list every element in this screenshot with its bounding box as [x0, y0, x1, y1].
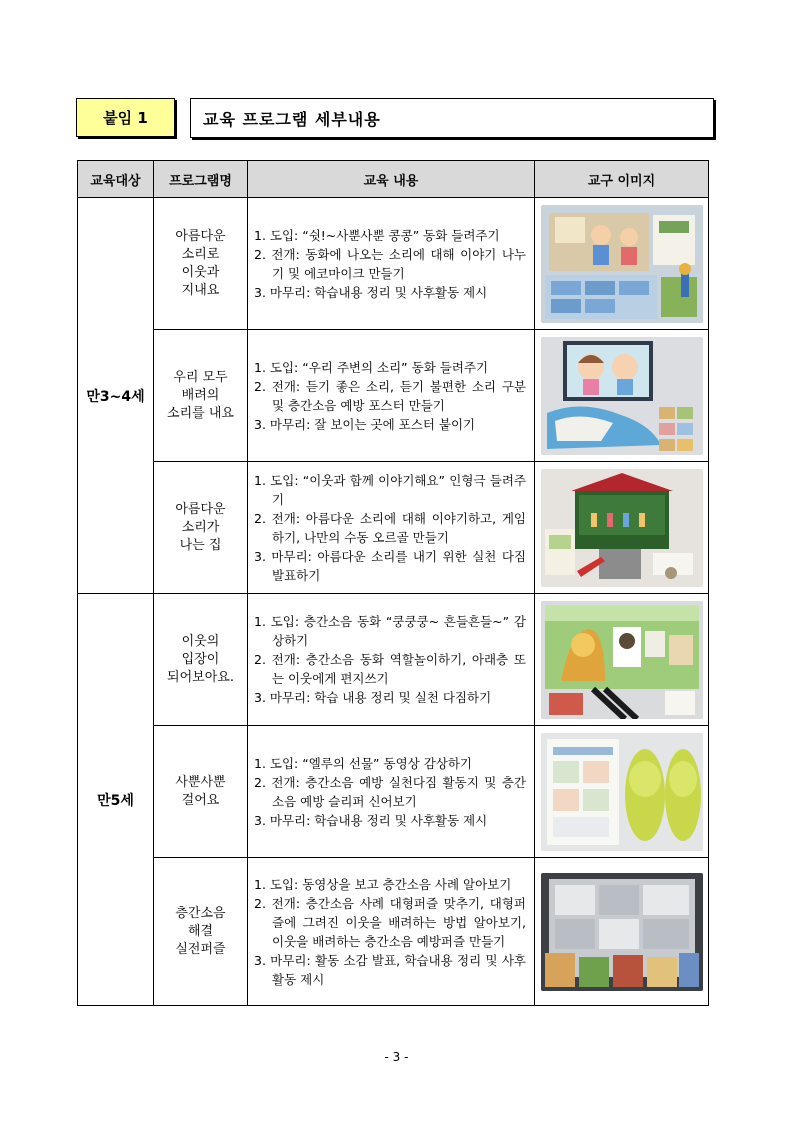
teaching-aid-photo-puppet-theater: [541, 469, 703, 587]
program-name-line: 되어보아요.: [167, 669, 234, 685]
content-step: 3. 마무리: 잘 보이는 곳에 포스터 붙이기: [254, 416, 476, 432]
content-step: 3. 마무리: 학습 내용 정리 및 실천 다짐하기: [254, 690, 492, 705]
teaching-aid-photo-storybook-kit: [541, 205, 703, 323]
program-name-line: 지내요: [181, 282, 220, 298]
content-step: 1. 도입: “이웃과 함께 이야기해요” 인형극 들려주기: [254, 472, 526, 507]
teaching-aid-image-cell: [535, 462, 709, 594]
content-cell: [248, 594, 535, 726]
program-name-line: 우리 모두: [173, 369, 228, 385]
content-step: 2. 전개: 듣기 좋은 소리, 듣기 불편한 소리 구분 및 층간소음 예방 포스터 만들기: [254, 378, 526, 413]
section-title-text: 교육 프로그램 세부내용: [203, 109, 381, 129]
program-table: [77, 160, 709, 1006]
teaching-aid-image-cell: [535, 198, 709, 330]
col-header-program: 프로그램명: [154, 161, 248, 198]
program-name-line: 실전퍼즐: [175, 941, 226, 957]
content-step: 2. 전개: 아름다운 소리에 대해 이야기하고, 게임하기, 나만의 수동 오르골 만들기: [254, 510, 526, 545]
col-header-target: 교육대상: [78, 161, 154, 198]
content-step: 3. 마무리: 아름다운 소리를 내기 위한 실천 다짐 발표하기: [254, 548, 526, 583]
content-cell: [248, 462, 535, 594]
program-name-line: 이웃의: [181, 633, 220, 649]
content-step: 1. 도입: 층간소음 동화 “쿵쿵쿵~ 흔들흔들~” 감상하기: [254, 614, 526, 648]
program-name-line: 걸어요: [181, 792, 220, 808]
table-header-row: [78, 161, 709, 198]
content-step: 2. 전개: 층간소음 예방 실천다짐 활동지 및 층간소음 예방 슬리퍼 신어보기: [254, 774, 526, 809]
col-header-content: 교육 내용: [248, 161, 535, 198]
attachment-tag-label: 붙임 1: [103, 109, 148, 127]
content-step: 3. 마무리: 활동 소감 발표, 학습내용 정리 및 사후활동 제시: [254, 952, 526, 987]
teaching-aid-image-cell: [535, 330, 709, 462]
program-name-cell: [154, 330, 248, 462]
content-step: 3. 마무리: 학습내용 정리 및 사후활동 제시: [254, 812, 488, 828]
program-name-line: 소리를 내요: [167, 405, 234, 421]
program-name-line: 소리로: [181, 246, 220, 262]
teaching-aid-photo-slippers: [541, 733, 703, 851]
teaching-aid-image-cell: [535, 594, 709, 726]
program-name-line: 층간소음: [175, 905, 226, 921]
content-step: 2. 전개: 층간소음 사례 대형퍼즐 맞추기, 대형퍼즐에 그려진 이웃을 배려하는 방법 알아보기, 이웃을 배려하는 층간소음 예방퍼즐 만들기: [254, 895, 526, 949]
teaching-aid-photo-roleplay-kit: [541, 601, 703, 719]
table-row: [78, 726, 709, 858]
table-row: [78, 198, 709, 330]
content-cell: [248, 858, 535, 1006]
table-row: [78, 462, 709, 594]
program-name-line: 사뿐사뿐: [175, 774, 226, 790]
content-step: 2. 전개: 층간소음 동화 역할놀이하기, 아래층 또는 이웃에게 편지쓰기: [254, 652, 526, 686]
target-age-cell: 만3~4세: [78, 198, 154, 594]
program-name-line: 입장이: [181, 651, 220, 667]
program-name-line: 아름다운: [175, 228, 226, 244]
program-name-line: 해결: [187, 923, 214, 939]
program-name-cell: [154, 726, 248, 858]
target-age-cell: 만5세: [78, 594, 154, 1006]
content-step: 1. 도입: “쉿!~사뿐사뿐 콩콩” 동화 들려주기: [254, 227, 500, 243]
program-name-cell: [154, 462, 248, 594]
table-row: [78, 858, 709, 1006]
program-name-line: 소리가: [181, 519, 220, 535]
content-cell: [248, 198, 535, 330]
attachment-tag: [76, 98, 175, 137]
content-step: 1. 도입: “우리 주변의 소리” 동화 들려주기: [254, 359, 489, 375]
content-step: 2. 전개: 동화에 나오는 소리에 대해 이야기 나누기 및 에코마이크 만들기: [254, 246, 526, 281]
program-name-cell: [154, 198, 248, 330]
content-step: 3. 마무리: 학습내용 정리 및 사후활동 제시: [254, 284, 488, 300]
teaching-aid-image-cell: [535, 858, 709, 1006]
program-name-line: 이웃과: [181, 264, 220, 280]
content-cell: [248, 726, 535, 858]
table-row: [78, 330, 709, 462]
teaching-aid-image-cell: [535, 726, 709, 858]
teaching-aid-photo-puzzle: [541, 873, 703, 991]
content-cell: [248, 330, 535, 462]
teaching-aid-photo-poster-kit: [541, 337, 703, 455]
program-name-cell: [154, 594, 248, 726]
col-header-image: 교구 이미지: [535, 161, 709, 198]
program-name-line: 나는 집: [179, 537, 222, 553]
content-step: 1. 도입: 동영상을 보고 층간소음 사례 알아보기: [254, 876, 512, 892]
page-number: - 3 -: [384, 1050, 409, 1064]
section-title: [190, 98, 714, 138]
content-step: 1. 도입: “엘루의 선물” 동영상 감상하기: [254, 755, 473, 771]
program-name-line: 아름다운: [175, 501, 226, 517]
table-row: [78, 594, 709, 726]
program-name-line: 배려의: [181, 387, 220, 403]
program-name-cell: [154, 858, 248, 1006]
